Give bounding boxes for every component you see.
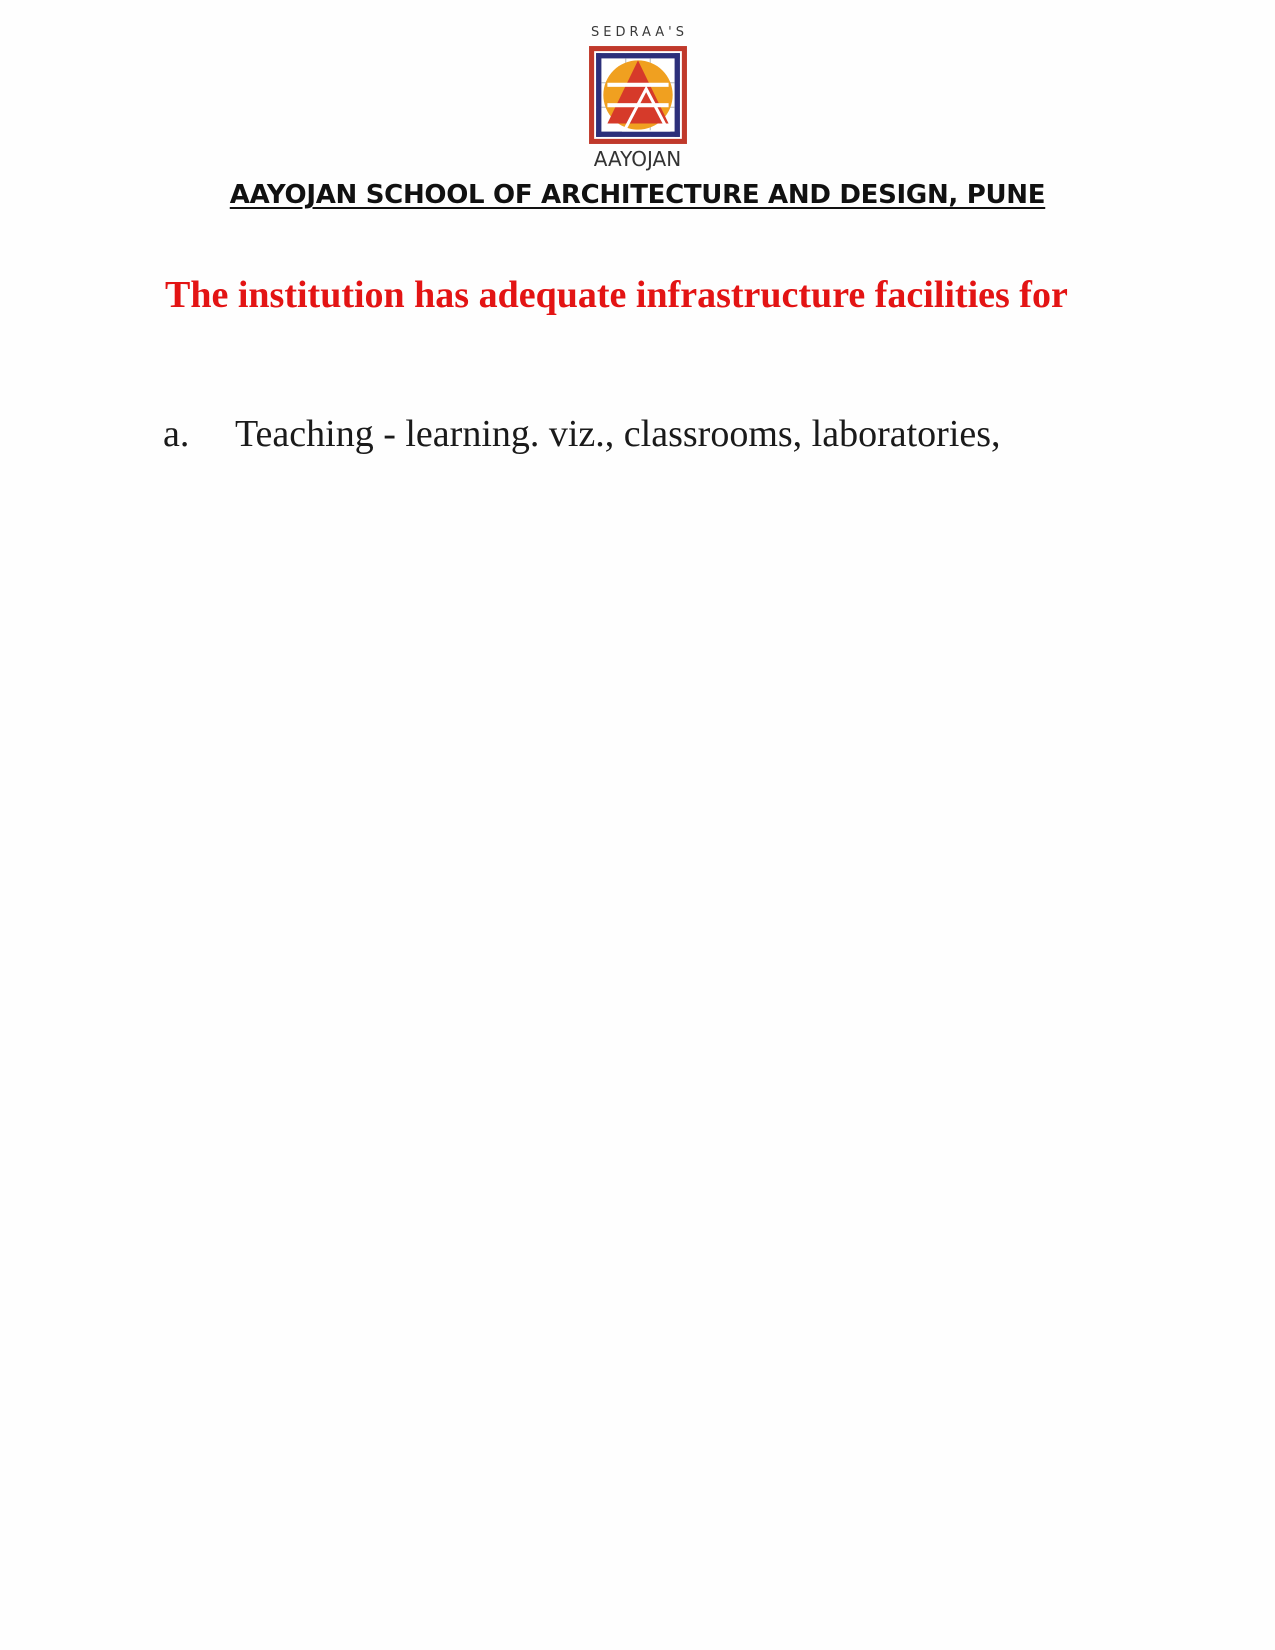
school-name-heading: AAYOJAN SCHOOL OF ARCHITECTURE AND DESIGN, PUNE <box>229 180 1046 210</box>
logo-top-text: SEDRAA'S <box>591 25 688 40</box>
list-marker: a. <box>163 413 190 455</box>
list-item <box>163 412 1163 456</box>
list-item-text: Teaching - learning. viz., classrooms, laboratories, <box>235 413 1001 455</box>
aayojan-logo-icon <box>587 44 689 146</box>
institution-logo <box>560 24 715 171</box>
logo-bottom-text: AAYOJAN <box>593 147 682 171</box>
section-heading: The institution has adequate infrastructure facilities for <box>165 274 1068 316</box>
